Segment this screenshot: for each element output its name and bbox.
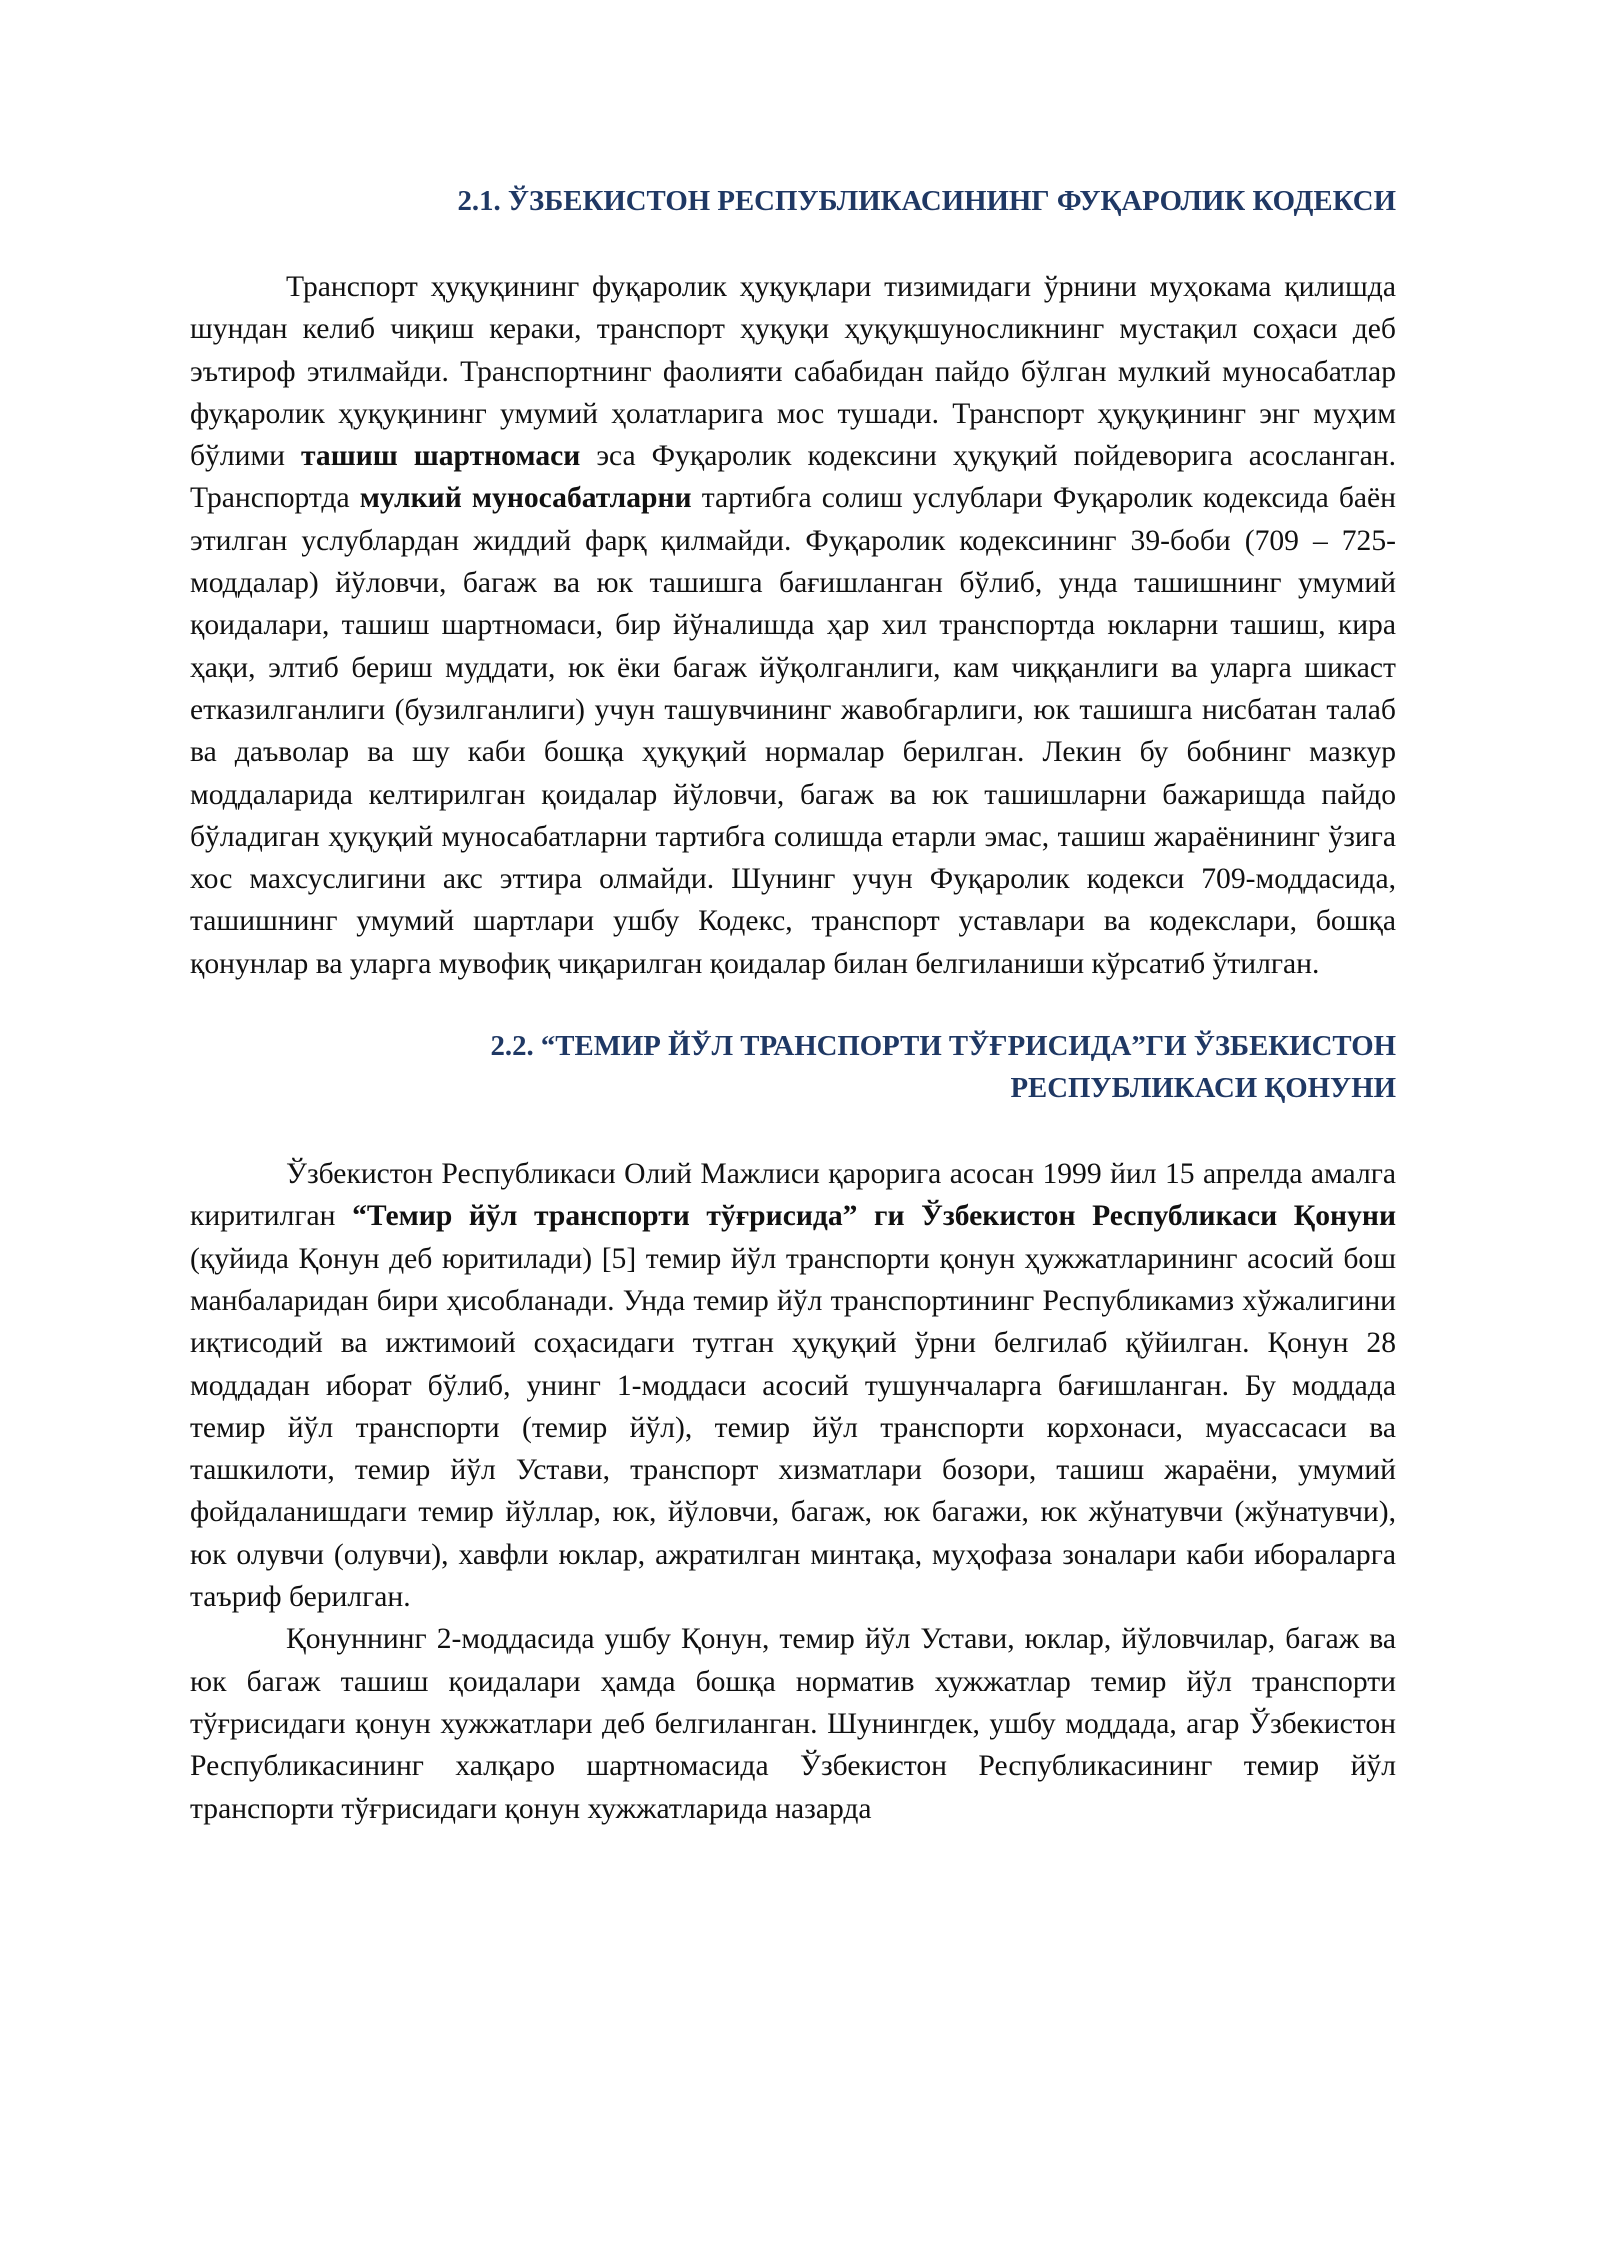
section-heading-civil-code: 2.1. ЎЗБЕКИСТОН РЕСПУБЛИКАСИНИНГ ФУҚАРОЛИК КОДЕКСИ bbox=[457, 185, 1396, 217]
bold-law-title: “Темир йўл транспорти тўғрисида” ги Ўзбекистон Республикаси Қонуни bbox=[352, 1200, 1397, 1233]
paragraph-civil-code bbox=[190, 266, 1396, 985]
document-page bbox=[190, 180, 1396, 1830]
heading-line: РЕСПУБЛИКАСИ ҚОНУНИ bbox=[1010, 1072, 1396, 1105]
text-run: Қонуннинг 2-моддасида ушбу Қонун, темир йўл Устави, юклар, йўловчилар, багаж ва юк багаж ташиш қоидалари ҳамда бошқа норматив хужжатлар темир йўл транспорти тўғрисидаги қонун хужжатлари деб белгиланган. Шунингдек, ушбу моддада, агар Ўзбекистон Республикасининг халқаро шартномасида Ўзбекистон Республикасининг темир йўл транспорти тўғрисидаги қонун хужжатларида назарда bbox=[190, 1623, 1396, 1825]
paragraph-railway-law-article2 bbox=[190, 1618, 1396, 1829]
text-run: (қуйида Қонун деб юритилади) [5] темир йўл транспорти қонун ҳужжатларининг асосий бош манбаларидан бири ҳисобланади. Унда темир йўл транспортининг Республикамиз хўжалигини иқтисодий ва ижтимоий соҳасидаги тутган ҳуқуқий ўрни белгилаб қўйилган. Қонун 28 моддадан иборат бўлиб, унинг 1-моддаси асосий тушунчаларга бағишланган. Бу моддада темир йўл транспорти (темир йўл), темир йўл транспорти корхонаси, муассасаси ва ташкилоти, темир йўл Устави, транспорт хизматлари бозори, ташиш жараёни, умумий фойдаланишдаги темир йўллар, юк, йўловчи, багаж, юк багажи, юк жўнатувчи (жўнатувчи), юк олувчи (олувчи), хавфли юклар, ажратилган минтақа, муҳофаза зоналари каби ибораларга таъриф берилган. bbox=[190, 1242, 1396, 1614]
text-run: эса Фуқаролик кодексини ҳуқуқий пойдеворига асосланган. Транспортда bbox=[190, 440, 1396, 515]
text-run: Ўзбекистон Республикаси Олий Мажлиси қарорига асосан 1999 йил 15 апрелда амалга киритилган bbox=[190, 1158, 1396, 1233]
bold-term-property-relations: мулкий муносабатларни bbox=[359, 482, 692, 515]
paragraph-railway-law-intro bbox=[190, 1153, 1396, 1618]
section-heading-railway-law bbox=[190, 1025, 1396, 1109]
bold-term-carriage-contract: ташиш шартномаси bbox=[301, 440, 581, 473]
text-run: тартибга солиш услублари Фуқаролик кодексида баён этилган услублардан жиддий фарқ қилмайди. Фуқаролик кодексининг 39-боби (709 – 725-моддалар) йўловчи, багаж ва юк ташишга бағишланган бўлиб, унда ташишнинг умумий қоидалари, ташиш шартномаси, бир йўналишда ҳар хил транспортда юкларни ташиш, кира ҳақи, элтиб бериш муддати, юк ёки багаж йўқолганлиги, кам чиққанлиги ва уларга шикаст етказилганлиги (бузилганлиги) учун ташувчининг жавобгарлиги, юк ташишга нисбатан талаб ва даъволар ва шу каби бошқа ҳуқуқий нормалар берилган. Лекин бу бобнинг мазкур моддаларида келтирилган қоидалар йўловчи, багаж ва юк ташишларни бажаришда пайдо бўладиган ҳуқуқий муносабатларни тартибга солишда етарли эмас, ташиш жараёнининг ўзига хос махсуслигини акс эттира олмайди. Шунинг учун Фуқаролик кодекси 709-моддасида, ташишнинг умумий шартлари ушбу Кодекс, транспорт уставлари ва кодекслари, бошқа қонунлар ва уларга мувофиқ чиқарилган қоидалар билан белгиланиши кўрсатиб ўтилган. bbox=[190, 482, 1397, 980]
text-run: Транспорт ҳуқуқининг фуқаролик ҳуқуқлари тизимидаги ўрнини муҳокама қилишда шундан келиб чиқиш кераки, транспорт ҳуқуқи ҳуқуқшуносликнинг мустақил соҳаси деб эътироф этилмайди. Транспортнинг фаолияти сабабидан пайдо бўлган мулкий муносабатлар фуқаролик ҳуқуқининг умумий ҳолатларига мос тушади. Транспорт ҳуқуқининг энг муҳим бўлими bbox=[190, 271, 1396, 473]
heading-line: 2.2. “ТЕМИР ЙЎЛ ТРАНСПОРТИ ТЎҒРИСИДА”ГИ ЎЗБЕКИСТОН bbox=[490, 1030, 1396, 1063]
